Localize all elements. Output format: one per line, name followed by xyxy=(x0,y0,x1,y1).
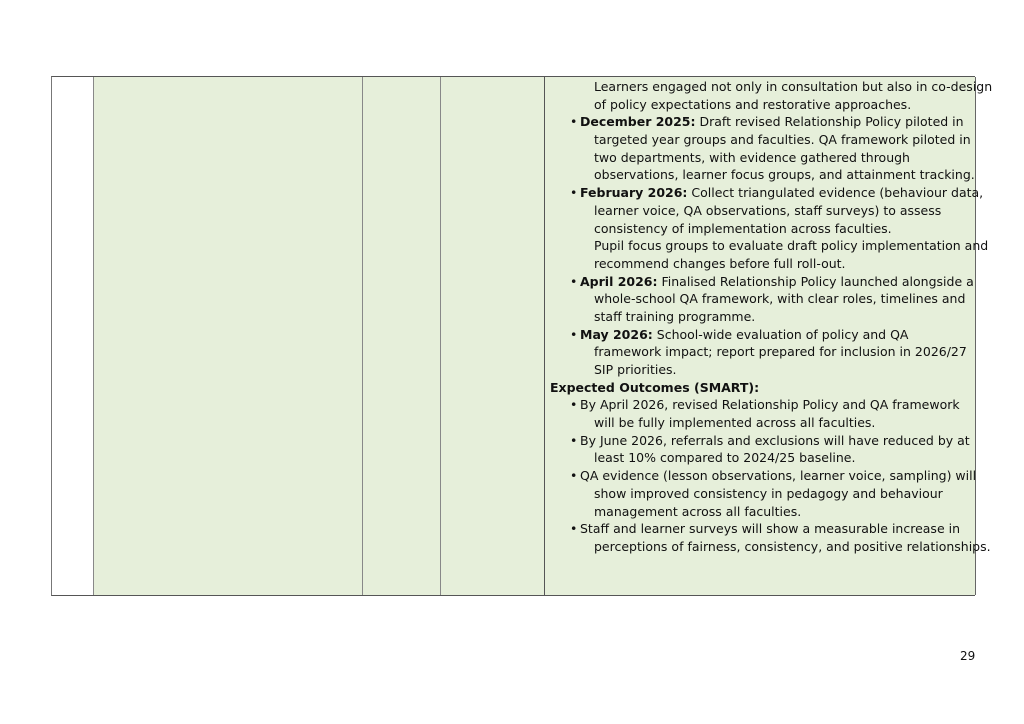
outcome-line: management across all faculties. xyxy=(594,503,802,519)
table-column-4 xyxy=(441,77,545,595)
timeline-line: two departments, with evidence gathered through xyxy=(594,149,910,165)
outcome-item: • By April 2026, revised Relationship Policy and QA framework xyxy=(570,397,960,413)
table-column-3 xyxy=(363,77,441,595)
timeline-line: observations, learner focus groups, and attainment tracking. xyxy=(594,167,975,183)
timeline-date: December 2025: xyxy=(580,114,696,130)
cell-text xyxy=(550,78,1010,556)
table-column-2 xyxy=(94,77,363,595)
timeline-item-december-2025: • December 2025: Draft revised Relationship Policy piloted in xyxy=(570,114,964,130)
outcome-line: will be fully implemented across all faculties. xyxy=(594,415,876,431)
timeline-line: whole-school QA framework, with clear roles, timelines and xyxy=(594,291,966,307)
timeline-item-april-2026: • April 2026: Finalised Relationship Policy launched alongside a xyxy=(570,273,974,289)
outcome-line: show improved consistency in pedagogy and behaviour xyxy=(594,485,943,501)
page-number: 29 xyxy=(960,649,976,663)
timeline-date: February 2026: xyxy=(580,185,688,201)
intro-line: of policy expectations and restorative approaches. xyxy=(594,96,912,112)
timeline-line: recommend changes before full roll-out. xyxy=(594,255,846,271)
timeline-line: consistency of implementation across faculties. xyxy=(594,220,892,236)
outcome-line: least 10% compared to 2024/25 baseline. xyxy=(594,450,856,466)
outcome-item: • By June 2026, referrals and exclusions will have reduced by at xyxy=(570,432,970,448)
outcome-line: perceptions of fairness, consistency, and positive relationships. xyxy=(594,538,991,554)
outcomes-heading: Expected Outcomes (SMART): xyxy=(550,379,760,395)
timeline-date: May 2026: xyxy=(580,326,653,342)
timeline-line: staff training programme. xyxy=(594,308,756,324)
table-column-1 xyxy=(52,77,94,595)
timeline-line: framework impact; report prepared for inclusion in 2026/27 xyxy=(594,344,967,360)
outcome-item: • QA evidence (lesson observations, learner voice, sampling) will xyxy=(570,468,977,484)
timeline-line: targeted year groups and faculties. QA framework piloted in xyxy=(594,132,971,148)
outcome-item: • Staff and learner surveys will show a measurable increase in xyxy=(570,521,960,537)
timeline-item-may-2026: • May 2026: School-wide evaluation of policy and QA xyxy=(570,326,909,342)
intro-line: Learners engaged not only in consultation but also in co-design xyxy=(594,79,993,94)
timeline-line: Pupil focus groups to evaluate draft policy implementation and xyxy=(594,238,989,254)
timeline-date: April 2026: xyxy=(580,273,658,289)
timeline-line: learner voice, QA observations, staff surveys) to assess xyxy=(594,202,942,218)
timeline-item-february-2026: • February 2026: Collect triangulated evidence (behaviour data, xyxy=(570,185,984,201)
timeline-line: SIP priorities. xyxy=(594,362,677,377)
